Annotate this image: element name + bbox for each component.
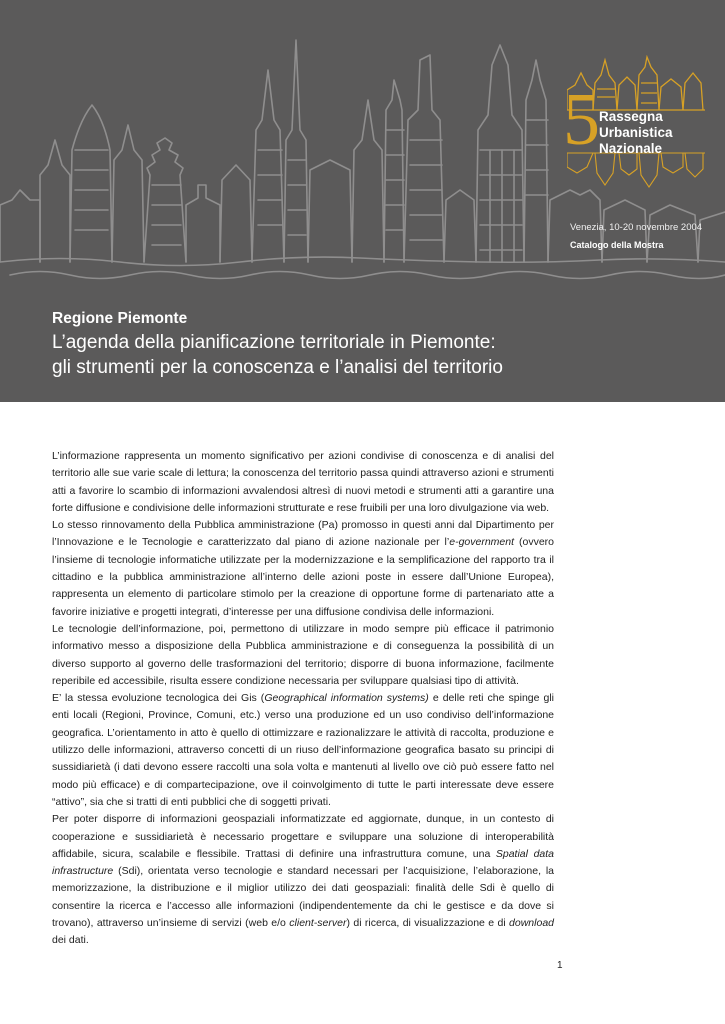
italic-term: Geographical information systems) (264, 692, 429, 705)
catalog-label: Catalogo della Mostra (570, 240, 664, 250)
paragraph-text: (ovvero l’insieme di tecnologie informatiche utilizzate per la modernizzazione e la semplificazione del rapporto tra il cittadino e la pubblica amministrazione all’interno delle azioni poste in essere dall’Unione Europea), rappresenta un elemento di particolare stimolo per la creazione di opportune forme di partenariato atte a favorire iniziative e progetti integrati, d’interesse per una diffusione condivisa delle informazioni. (52, 536, 554, 618)
paragraph-text: (Sdi), orientata verso tecnologie e standard necessari per l’acquisizione, l’elaborazione, la memorizzazione, la distribuzione e il miglior utilizzo dei dati geospaziali: finalità delle Sdi è quello di consentire la ricerca e l’accesso alle informazioni (indipendentemente da chi le gestisce e da dove si trovano), attraverso un’insieme di servizi (web e/o (52, 865, 554, 930)
body-paragraph (52, 517, 554, 621)
page-title-line-2: gli strumenti per la conoscenza e l’analisi del territorio (52, 357, 503, 378)
logo-number: 5 (563, 79, 600, 161)
paragraph-text: E’ la stessa evoluzione tecnologica dei Gis ( (52, 692, 265, 705)
italic-term: download (509, 917, 554, 930)
logo-title (599, 109, 673, 157)
article-body (52, 448, 554, 950)
paragraph-text: dei dati. (52, 934, 89, 947)
logo-line-3: Nazionale (599, 141, 663, 156)
paragraph-text: e delle reti che spinge gli enti locali (Regioni, Province, Comuni, etc.) verso una produzione ed un uso condiviso dell’informazione geografica. L’orientamento in atto è quello di ottimizzare e razionalizzare le attività di raccolta, produzione e utilizzo delle informazioni, attraverso concetti di un riuso dell’informazione geografica basato su principi di sussidiarietà (i dati devono essere raccolti una sola volta e mantenuti al livello ove ciò può essere fatto nel modo più efficace) e di compartecipazione, ove il coinvolgimento di tutte le parti interessate deve essere “attivo”, sia che si tratti di enti pubblici che di soggetti privati. (52, 692, 555, 808)
paragraph-text: Lo stesso rinnovamento della Pubblica amministrazione (Pa) promosso in questi anni dal Dipartimento per l’Innovazione e le Tecnologie e caratterizzato dal piano di azione nazionale per l’ (52, 519, 554, 549)
logo-line-2: Urbanistica (599, 125, 673, 140)
rassegna-logo (563, 55, 713, 195)
region-heading: Regione Piemonte (52, 310, 188, 327)
body-paragraph (52, 621, 554, 690)
italic-term: Spatial data infrastructure (52, 847, 555, 878)
header-banner (0, 0, 725, 402)
italic-term: client-server (289, 917, 347, 930)
paragraph-text: ) di ricerca, di visualizzazione e di (346, 917, 510, 930)
body-paragraph (52, 448, 554, 517)
page-number: 1 (557, 960, 563, 971)
italic-term: e-government (449, 536, 515, 549)
paragraph-text: Per poter disporre di informazioni geospaziali informatizzate ed aggiornate, dunque, in un contesto di cooperazione e sussidiarietà è necessario progettare e sviluppare una soluzione di interoperabilità affidabile, sicura, scalabile e flessibile. Trattasi di definire una infrastruttura comune, una (52, 813, 554, 860)
paragraph-text: L’informazione rappresenta un momento significativo per azioni condivise di conoscenza e di analisi del territorio alle sue varie scale di lettura; la conoscenza del territorio passa quindi attraverso azioni e strumenti atti a favorire lo scambio di informazioni avvalendosi altresì di nuovi metodi e strumenti atti a garantire una forte diffusione e condivisione delle informazioni strutturate e rese fruibili per una loro divulgazione via web. (52, 450, 554, 514)
event-date: Venezia, 10-20 novembre 2004 (570, 222, 703, 233)
page-title-line-1: L’agenda della pianificazione territoriale in Piemonte: (52, 332, 496, 353)
body-paragraph (52, 690, 554, 811)
paragraph-text: Le tecnologie dell’informazione, poi, permettono di utilizzare in modo sempre più efficace il patrimonio informativo messo a disposizione della Pubblica amministrazione e di conseguenza la possibilità di un diverso supporto al governo delle trasformazioni del territorio; disporre di buona informazione, facilmente reperibile ed accessibile, risulta essere condizione necessaria per sviluppare qualsiasi tipo di attività. (52, 622, 554, 687)
body-paragraph (52, 811, 554, 949)
logo-line-1: Rassegna (599, 109, 663, 124)
